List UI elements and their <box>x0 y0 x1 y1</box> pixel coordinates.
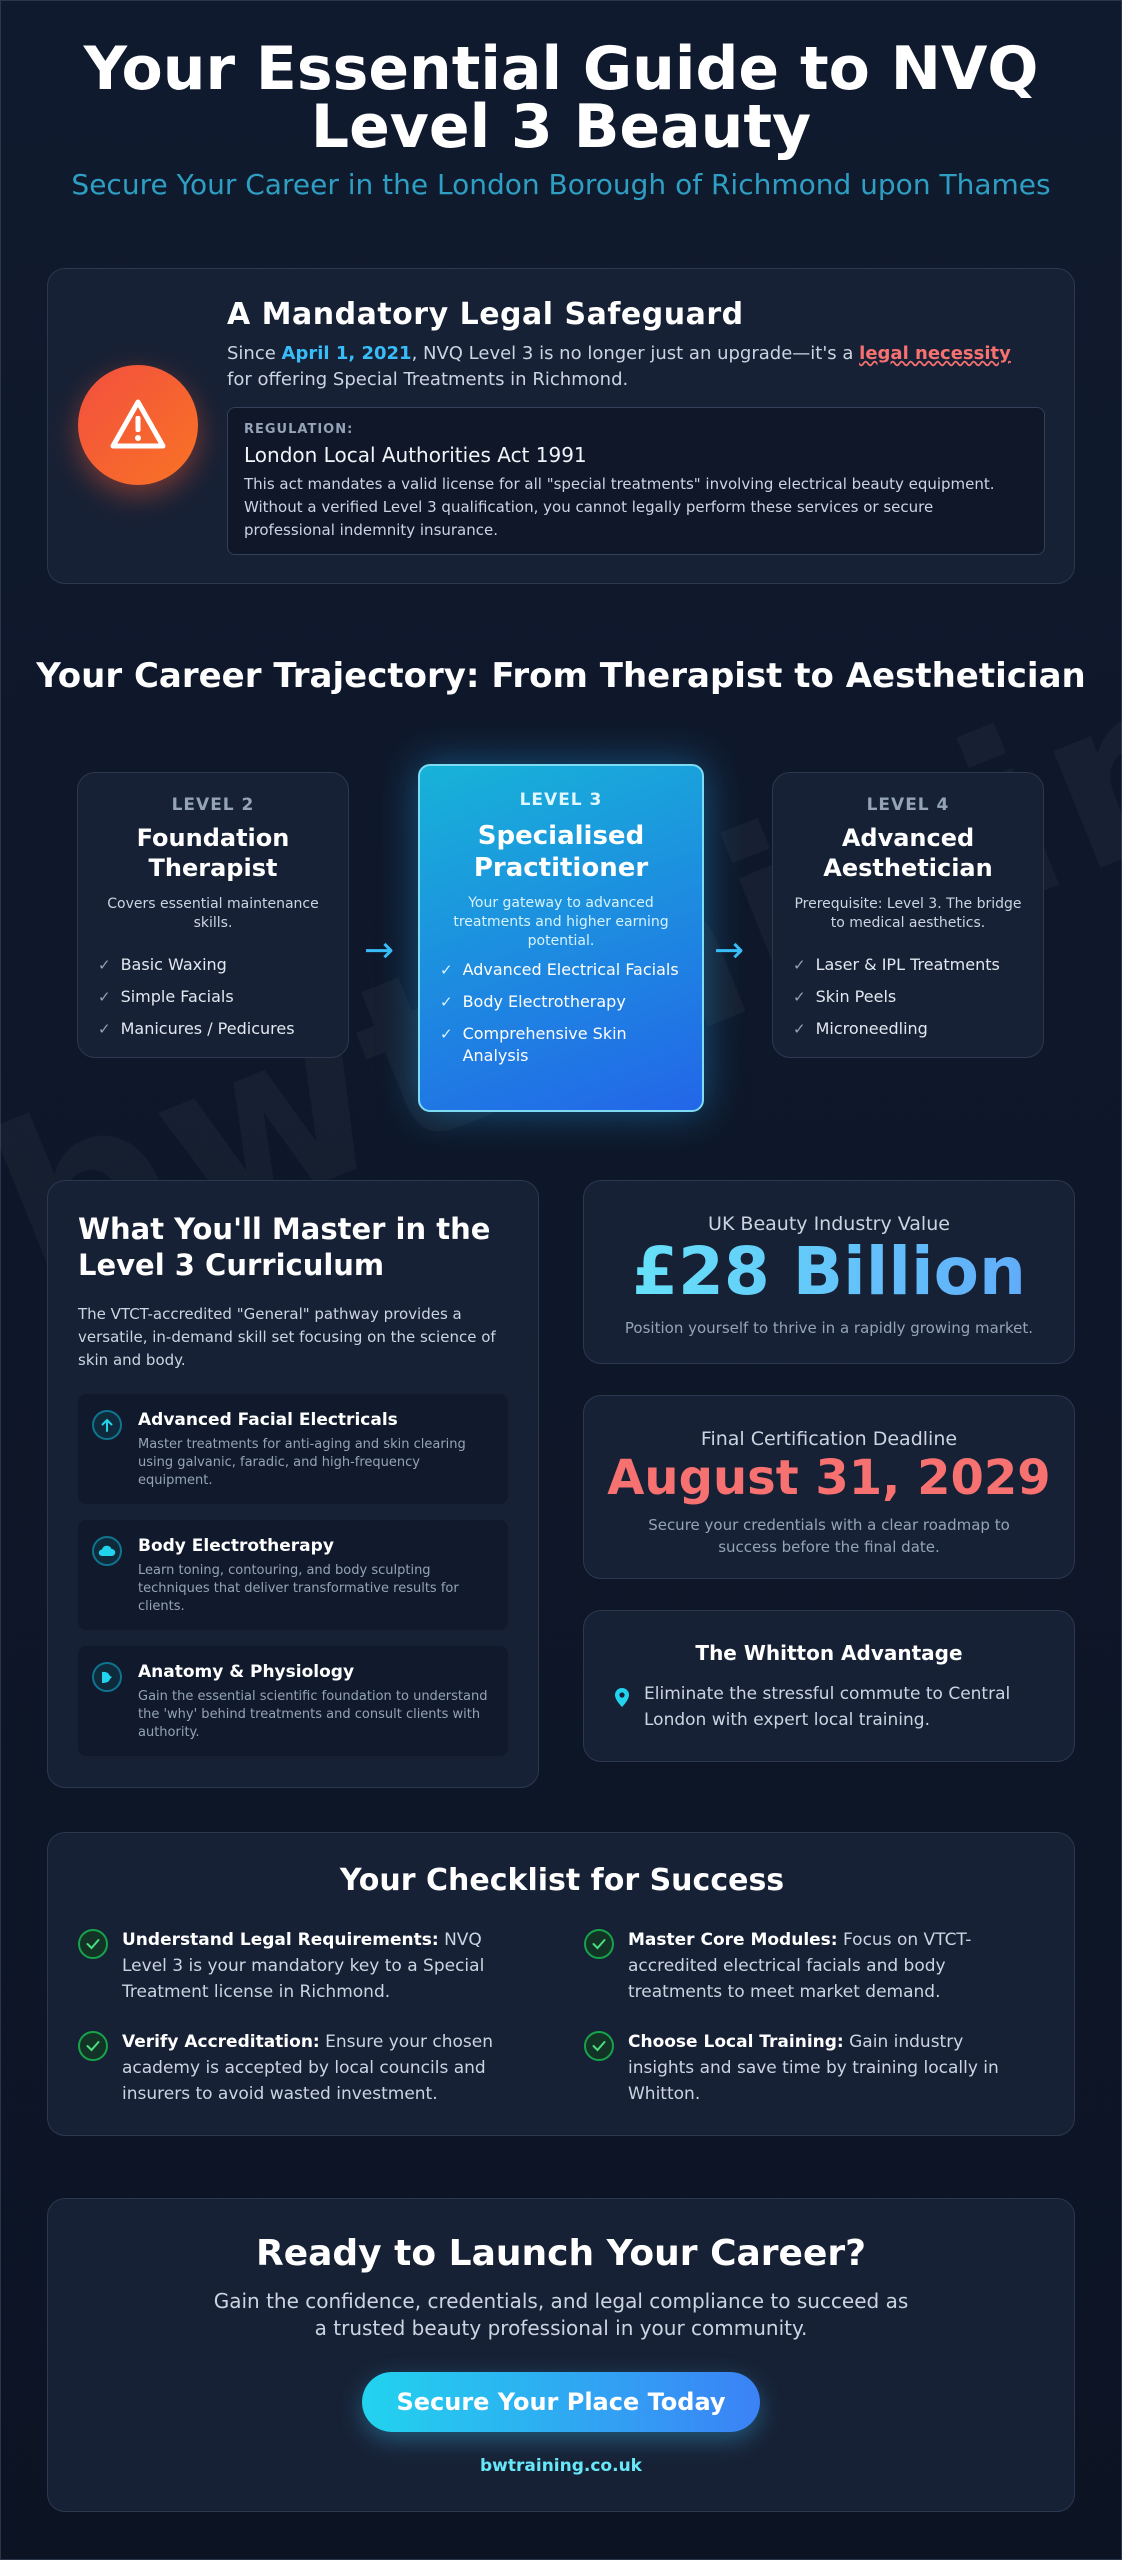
legal-date: April 1, 2021 <box>281 343 412 364</box>
module-item <box>78 1646 508 1756</box>
checklist-item: Verify Accreditation: Ensure your chosen academy is accepted by local councils and insurers to avoid wasted investment. <box>78 2029 518 2107</box>
module-desc: Master treatments for anti-aging and skin clearing using galvanic, faradic, and high-frequency equipment. <box>138 1437 466 1488</box>
deadline-card <box>583 1395 1075 1579</box>
cta-title: Ready to Launch Your Career? <box>255 2233 866 2274</box>
level-2-card <box>77 772 349 1058</box>
deadline-label: Final Certification Deadline <box>700 1428 958 1450</box>
industry-note: Position yourself to thrive in a rapidly growing market. <box>624 1319 1034 1337</box>
module-desc: Gain the essential scientific foundation to understand the 'why' behind treatments and consult clients with authority. <box>138 1689 488 1740</box>
check-icon: ✓ <box>793 956 806 974</box>
checklist-title: Your Checklist for Success <box>339 1863 785 1898</box>
whitton-title: The Whitton Advantage <box>695 1641 963 1665</box>
curriculum-title: What You'll Master in the Level 3 Curriculum <box>78 1212 491 1282</box>
check-icon: ✓ <box>98 956 111 974</box>
check-icon: ✓ <box>793 1020 806 1038</box>
cloud-icon <box>92 1536 122 1566</box>
check-icon: ✓ <box>98 1020 111 1038</box>
page-subtitle: Secure Your Career in the London Borough of Richmond upon Thames <box>71 168 1051 201</box>
legal-safeguard-card <box>47 268 1075 584</box>
list-item: ✓ Simple Facials <box>98 987 234 1006</box>
check-circle-icon <box>78 2031 108 2061</box>
level-number: LEVEL 2 <box>171 795 255 815</box>
module-item <box>78 1520 508 1630</box>
curriculum-card <box>47 1180 539 1788</box>
level-name: Advanced Aesthetician <box>823 824 993 882</box>
cta-card <box>47 2198 1075 2512</box>
industry-label: UK Beauty Industry Value <box>708 1213 950 1235</box>
whitton-card <box>583 1610 1075 1762</box>
level-name: Foundation Therapist <box>136 824 290 882</box>
checklist-item: Choose Local Training: Gain industry insights and save time by training locally in Whitton. <box>584 2029 1024 2107</box>
checklist-card <box>47 1832 1075 2136</box>
check-circle-icon <box>584 2031 614 2061</box>
level-4-card <box>772 772 1044 1058</box>
deadline-value: August 31, 2029 <box>607 1450 1051 1506</box>
module-item <box>78 1394 508 1504</box>
check-icon: ✓ <box>98 988 111 1006</box>
level-desc: Covers essential maintenance skills. <box>107 896 319 931</box>
checklist-item: Master Core Modules: Focus on VTCT-accredited electrical facials and body treatments to meet market demand. <box>584 1927 1024 2005</box>
arrow-right-icon: → <box>364 930 395 971</box>
list-item: ✓ Advanced Electrical Facials <box>440 960 679 979</box>
cta-text: Gain the confidence, credentials, and legal compliance to succeed as a trusted beauty professional in your community. <box>213 2289 909 2340</box>
checklist-item: Understand Legal Requirements: NVQ Level 3 is your mandatory key to a Special Treatment license in Richmond. <box>78 1927 518 2005</box>
arrow-up-circle-icon <box>92 1410 122 1440</box>
level-3-card <box>418 764 704 1112</box>
regulation-box <box>227 407 1045 555</box>
secure-place-button[interactable]: Secure Your Place Today <box>362 2372 760 2432</box>
list-item: ✓ Skin Peels <box>793 987 897 1006</box>
industry-value-card <box>583 1180 1075 1364</box>
legal-lead: Since April 1, 2021, NVQ Level 3 is no longer just an upgrade—it's a legal necessity for offering Special Treatments in Richmond. <box>227 343 1011 390</box>
module-title: Body Electrotherapy <box>138 1536 334 1556</box>
check-circle-icon <box>584 1929 614 1959</box>
level-desc: Prerequisite: Level 3. The bridge to medical aesthetics. <box>794 896 1022 931</box>
check-icon: ✓ <box>440 961 453 979</box>
level-number: LEVEL 4 <box>866 795 950 815</box>
page-header <box>0 34 1122 201</box>
module-title: Advanced Facial Electricals <box>138 1410 398 1430</box>
deadline-note: Secure your credentials with a clear roadmap to success before the final date. <box>648 1516 1010 1556</box>
page-title: Your Essential Guide to NVQ Level 3 Beauty <box>83 34 1039 162</box>
list-item: ✓ Laser & IPL Treatments <box>793 955 1000 974</box>
legal-necessity: legal necessity <box>859 343 1011 364</box>
regulation-title: London Local Authorities Act 1991 <box>244 443 587 467</box>
body-silhouette-icon <box>92 1662 122 1692</box>
list-item: ✓ Comprehensive Skin Analysis <box>440 1024 627 1065</box>
whitton-text: Eliminate the stressful commute to Central London with expert local training. <box>644 1684 1011 1730</box>
list-item: ✓ Body Electrotherapy <box>440 992 626 1011</box>
list-item: ✓ Microneedling <box>793 1019 928 1038</box>
level-name: Specialised Practitioner <box>473 821 649 883</box>
warning-icon <box>78 365 198 485</box>
check-icon: ✓ <box>440 993 453 1011</box>
legal-title: A Mandatory Legal Safeguard <box>227 297 744 332</box>
level-number: LEVEL 3 <box>519 790 603 810</box>
map-pin-icon <box>614 1687 630 1713</box>
module-title: Anatomy & Physiology <box>138 1662 355 1682</box>
check-circle-icon <box>78 1929 108 1959</box>
check-icon: ✓ <box>793 988 806 1006</box>
module-desc: Learn toning, contouring, and body sculpting techniques that deliver transformative results for clients. <box>138 1563 459 1614</box>
website-link[interactable]: bwtraining.co.uk <box>480 2456 642 2476</box>
list-item: ✓ Manicures / Pedicures <box>98 1019 295 1038</box>
regulation-desc: This act mandates a valid license for all "special treatments" involving electrical beauty equipment. Without a verified Level 3 qualification, you cannot legally perform these services or secure professional indemnity insurance. <box>244 475 995 539</box>
level-desc: Your gateway to advanced treatments and higher earning potential. <box>453 895 669 949</box>
list-item: ✓ Basic Waxing <box>98 955 227 974</box>
trajectory-title: Your Career Trajectory: From Therapist to Aesthetician <box>36 656 1086 696</box>
industry-value: £28 Billion <box>584 1235 1074 1309</box>
curriculum-intro: The VTCT-accredited "General" pathway provides a versatile, in-demand skill set focusing on the science of skin and body. <box>78 1305 496 1369</box>
check-icon: ✓ <box>440 1025 453 1043</box>
arrow-right-icon: → <box>714 930 745 971</box>
regulation-label: REGULATION: <box>244 422 354 437</box>
